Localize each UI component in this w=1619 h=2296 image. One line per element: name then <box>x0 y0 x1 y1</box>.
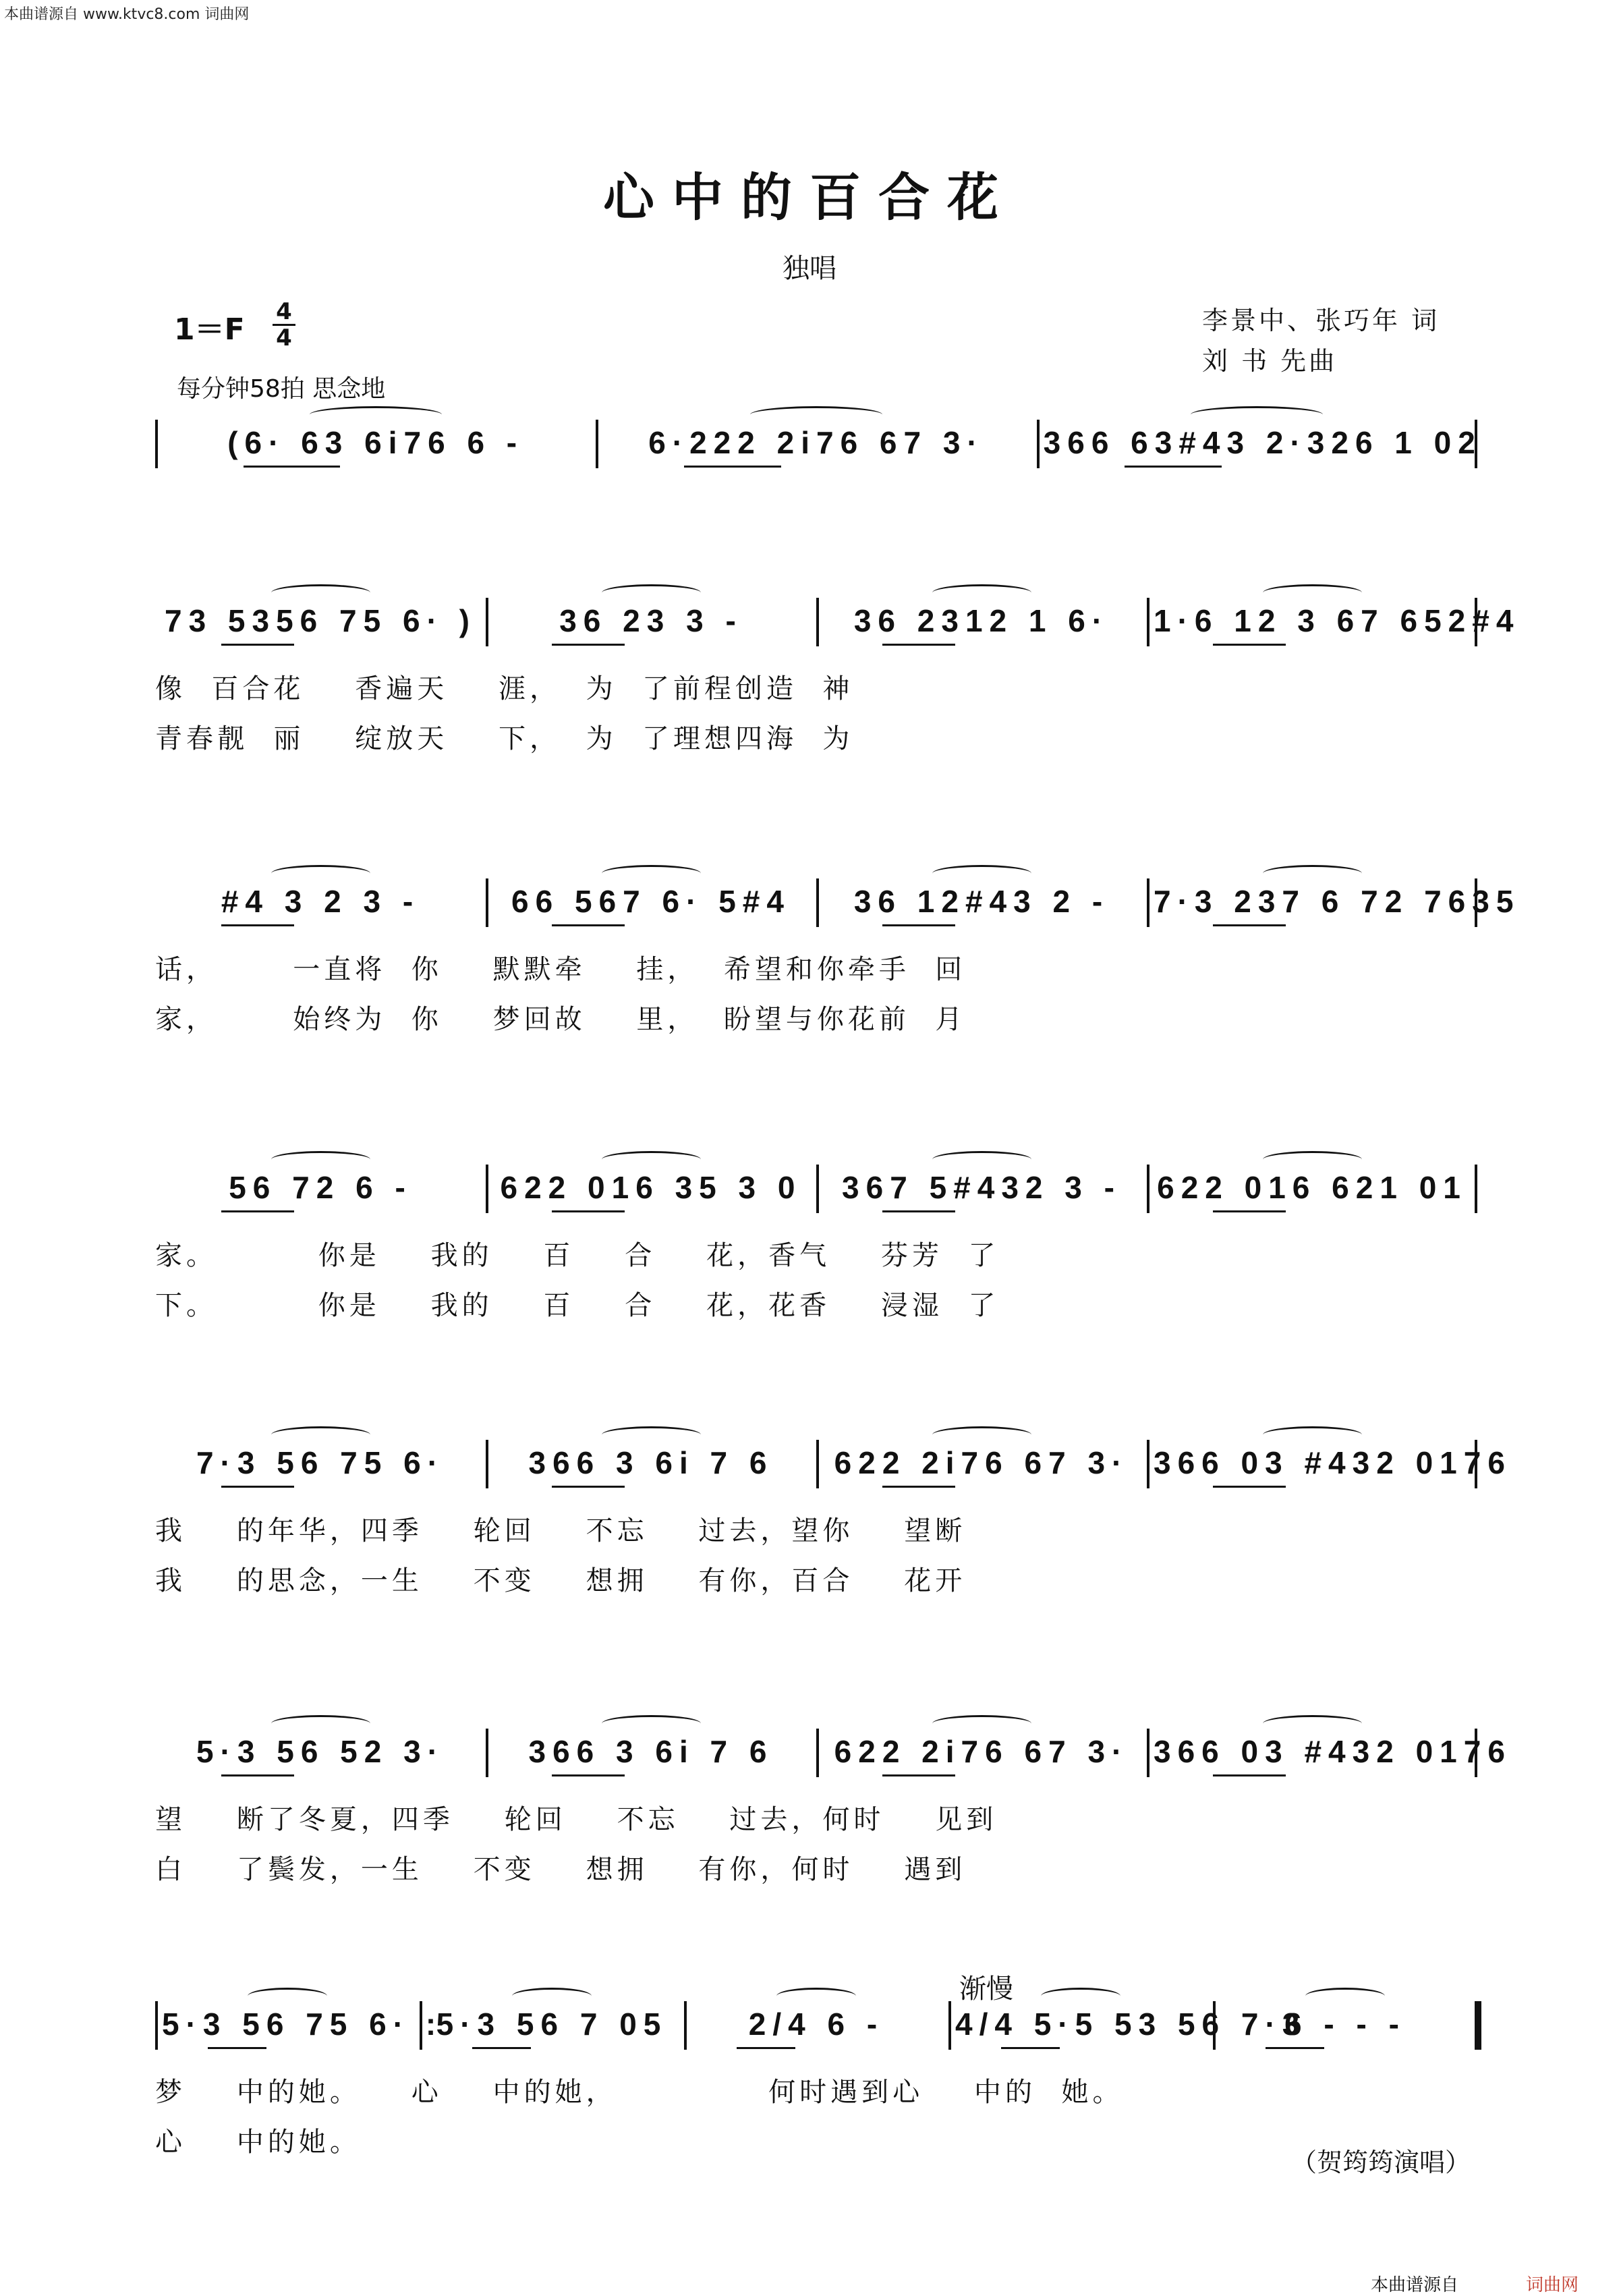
beam-underline <box>1266 2047 1324 2049</box>
beam-underline <box>882 1486 955 1488</box>
beam-underline <box>221 1486 294 1488</box>
beam-underline <box>221 644 294 646</box>
beam-underline <box>552 1210 625 1212</box>
slur-mark <box>1263 1426 1362 1443</box>
notation-line <box>155 1436 1512 1490</box>
time-sig-numerator: 4 <box>276 298 292 325</box>
lyrics-verse-1: 望 断了冬夏，四季 轮回 不忘 过去，何时 见到 <box>155 1804 998 1835</box>
bar-line <box>486 1440 488 1488</box>
measure-notes: 36 23 3 - <box>559 603 743 638</box>
lyrics-verse-1: 像 百合花 香遍天 涯， 为 了前程创造 神 <box>155 673 854 704</box>
beam-underline <box>1213 1774 1286 1776</box>
measure-notes: 73 5356 75 6· ) <box>164 603 476 638</box>
lyrics-verse-2: 家， 始终为 你 梦回故 里， 盼望与你花前 月 <box>155 1004 967 1035</box>
footer-source: 本曲谱源自 <box>1371 2275 1459 2295</box>
measure <box>492 594 810 648</box>
slur-mark <box>932 584 1031 601</box>
measure-notes: 366 03 #432 0176 <box>1154 1734 1512 1769</box>
measure <box>1154 1436 1512 1490</box>
lyrics-verse-1: 我 的年华，四季 轮回 不忘 过去，望你 望断 <box>155 1515 967 1546</box>
slur-mark <box>932 1715 1031 1732</box>
slur-mark <box>602 584 701 601</box>
key-signature: 1＝F <box>174 312 245 347</box>
measure <box>162 1997 443 2051</box>
measure-notes: 5·3 56 7 05 <box>436 2007 668 2042</box>
bar-line <box>684 2001 687 2050</box>
beam-underline <box>221 1774 294 1776</box>
measure <box>162 1436 479 1490</box>
time-sig-denominator: 4 <box>276 325 292 352</box>
measure-notes: 366 3 6i 7 6 <box>528 1445 774 1480</box>
slur-mark <box>271 1426 370 1443</box>
measure-notes: 622 2i76 67 3· <box>834 1734 1129 1769</box>
beam-underline <box>882 1774 955 1776</box>
slur-mark <box>932 1426 1031 1443</box>
beam-underline <box>1213 644 1286 646</box>
top-watermark: 本曲谱源自 www.ktvc8.com 词曲网 <box>4 6 250 23</box>
composer-credit: 刘 书 先曲 <box>1202 346 1338 376</box>
measure-notes: 622 2i76 67 3· <box>834 1445 1129 1480</box>
beam-underline <box>737 2047 795 2049</box>
slur-mark <box>602 1426 701 1443</box>
footer-site: 词曲网 <box>1526 2275 1579 2295</box>
song-title: 心中的百合花 <box>603 167 1016 227</box>
measure <box>1154 594 1521 648</box>
lyrics-verse-2: 白 了鬓发，一生 不变 想拥 有你，何时 遇到 <box>155 1854 967 1885</box>
measure <box>492 874 810 928</box>
beam-underline <box>1125 466 1222 468</box>
measure <box>162 594 479 648</box>
slur-mark <box>1263 1151 1362 1168</box>
slur-mark <box>602 1151 701 1168</box>
notation-line <box>155 1160 1477 1214</box>
beam-underline <box>552 1486 625 1488</box>
measure-notes: 367 5#432 3 - <box>842 1170 1121 1205</box>
bar-line <box>816 598 819 646</box>
measure <box>492 1160 810 1214</box>
slur-mark <box>1041 1988 1120 2005</box>
beam-underline <box>882 644 955 646</box>
lyrics-verse-1: 家。 你是 我的 百 合 花，香气 芬芳 了 <box>155 1240 1000 1271</box>
bar-line <box>816 1165 819 1213</box>
time-signature <box>273 300 295 350</box>
slur-mark <box>750 406 882 423</box>
notation-line <box>155 416 1482 470</box>
slur-mark <box>271 865 370 882</box>
measure-notes: 5·3 56 52 3· <box>196 1734 445 1769</box>
lyrics-verse-1: 话， 一直将 你 默默牵 挂， 希望和你牵手 回 <box>155 954 967 985</box>
beam-underline <box>221 924 294 926</box>
tempo-marking: 每分钟58拍 思念地 <box>177 375 386 403</box>
measure <box>823 1725 1140 1779</box>
slur-mark <box>1263 584 1362 601</box>
beam-underline <box>1213 1210 1286 1212</box>
slur-mark <box>602 1715 701 1732</box>
beam-underline <box>882 924 955 926</box>
slur-mark <box>310 406 442 423</box>
lyricist-credit: 李景中、张巧年 词 <box>1202 306 1440 335</box>
measure <box>492 1436 810 1490</box>
beam-underline <box>552 1774 625 1776</box>
beam-underline <box>244 466 341 468</box>
slur-mark <box>932 1151 1031 1168</box>
bar-line <box>816 1440 819 1488</box>
measure <box>492 1725 810 1779</box>
measure-notes: 56 72 6 - <box>229 1170 412 1205</box>
bar-line <box>948 2001 951 2050</box>
measure <box>162 416 589 470</box>
measure-notes: 7·3 56 75 6· <box>196 1445 445 1480</box>
bar-line <box>155 420 158 468</box>
slur-mark <box>1305 1988 1385 2005</box>
score-system-5 <box>0 1436 1619 1726</box>
measure-notes: 5·3 56 75 6· : <box>162 2007 443 2042</box>
measure <box>1220 1997 1471 2051</box>
notation-line <box>155 1725 1512 1779</box>
lyrics-verse-2: 心 中的她。 <box>155 2127 361 2158</box>
slur-mark <box>248 1988 327 2005</box>
beam-underline <box>552 644 625 646</box>
bar-line <box>486 1165 488 1213</box>
score-system-2 <box>0 594 1619 884</box>
beam-underline <box>221 1210 294 1212</box>
tempo-change-marking: 渐慢 <box>959 1973 1013 2005</box>
bar-line <box>1147 1729 1149 1777</box>
beam-underline <box>472 2047 530 2049</box>
measure-notes: 1·6 12 3 67 652#4 <box>1154 603 1521 638</box>
slur-mark <box>271 1151 370 1168</box>
measure-notes: 366 03 #432 0176 <box>1154 1445 1512 1480</box>
bar-line <box>1147 878 1149 927</box>
measure <box>1154 874 1521 928</box>
performer-credit: （贺筠筠演唱） <box>1291 2148 1471 2177</box>
measure-notes: 66 567 6· 5#4 <box>511 884 791 919</box>
measure-notes: #4 3 2 3 - <box>221 884 420 919</box>
measure <box>691 1997 942 2051</box>
bar-line <box>486 1729 488 1777</box>
lyrics-verse-2: 下。 你是 我的 百 合 花，花香 浸湿 了 <box>155 1290 1000 1321</box>
measure <box>823 594 1140 648</box>
notation-line <box>155 594 1521 648</box>
measure <box>1043 416 1482 470</box>
measure <box>426 1997 677 2051</box>
bar-line <box>486 598 488 646</box>
lyrics-verse-2: 我 的思念，一生 不变 想拥 有你，百合 花开 <box>155 1565 967 1596</box>
measure-notes: 7·3 237 6 72 7635 <box>1154 884 1521 919</box>
slur-mark <box>776 1988 856 2005</box>
measure-notes: 366 3 6i 7 6 <box>528 1734 774 1769</box>
lyrics-verse-2: 青春靓 丽 绽放天 下， 为 了理想四海 为 <box>155 723 854 754</box>
subtitle: 独唱 <box>783 253 836 284</box>
beam-underline <box>552 924 625 926</box>
measure-notes: (6· 63 6i76 6 - <box>227 425 524 460</box>
bar-line <box>1037 420 1040 468</box>
slur-mark <box>1263 865 1362 882</box>
measure-notes: 6·222 2i76 67 3· <box>648 425 984 460</box>
beam-underline <box>1213 1486 1286 1488</box>
measure-notes: 622 016 35 3 0 <box>500 1170 802 1205</box>
bar-line <box>816 878 819 927</box>
bar-line <box>155 2001 158 2050</box>
measure <box>162 1725 479 1779</box>
bar-line <box>1147 1440 1149 1488</box>
measure <box>823 874 1140 928</box>
slur-mark <box>602 865 701 882</box>
measure-notes: 36 2312 1 6· <box>853 603 1110 638</box>
slur-mark <box>271 1715 370 1732</box>
slur-mark <box>1263 1715 1362 1732</box>
bar-line <box>1147 598 1149 646</box>
beam-underline <box>1213 924 1286 926</box>
measure <box>823 1160 1140 1214</box>
bar-line <box>486 878 488 927</box>
measure <box>1154 1725 1512 1779</box>
measure <box>602 416 1029 470</box>
beam-underline <box>208 2047 266 2049</box>
slur-mark <box>512 1988 592 2005</box>
slur-mark <box>1191 406 1323 423</box>
measure <box>162 1160 479 1214</box>
lyrics-verse-1: 梦 中的她。 心 中的她， 何时遇到心 中的 她。 <box>155 2077 1124 2108</box>
measure-notes: 2/4 6 - <box>748 2007 884 2042</box>
score-system-4 <box>0 1160 1619 1451</box>
measure-notes: 4/4 5·5 53 56 7·3 <box>955 2007 1307 2042</box>
measure-notes: 366 63#43 2·326 1 02 <box>1043 425 1482 460</box>
measure-notes: 6 - - - <box>1284 2007 1406 2042</box>
slur-mark <box>271 584 370 601</box>
slur-mark <box>932 865 1031 882</box>
measure <box>162 874 479 928</box>
score-system-6 <box>0 1725 1619 2015</box>
bar-line <box>1475 2001 1481 2050</box>
measure <box>1154 1160 1471 1214</box>
measure <box>823 1436 1140 1490</box>
beam-underline <box>882 1210 955 1212</box>
bar-line <box>596 420 598 468</box>
score-system-3 <box>0 874 1619 1165</box>
bar-line <box>1147 1165 1149 1213</box>
bar-line <box>1475 1165 1477 1213</box>
bar-line <box>816 1729 819 1777</box>
measure-notes: 36 12#43 2 - <box>853 884 1110 919</box>
measure-notes: 622 016 621 01 <box>1157 1170 1467 1205</box>
beam-underline <box>1001 2047 1059 2049</box>
notation-line <box>155 874 1521 928</box>
notation-line <box>155 1997 1477 2051</box>
beam-underline <box>684 466 781 468</box>
